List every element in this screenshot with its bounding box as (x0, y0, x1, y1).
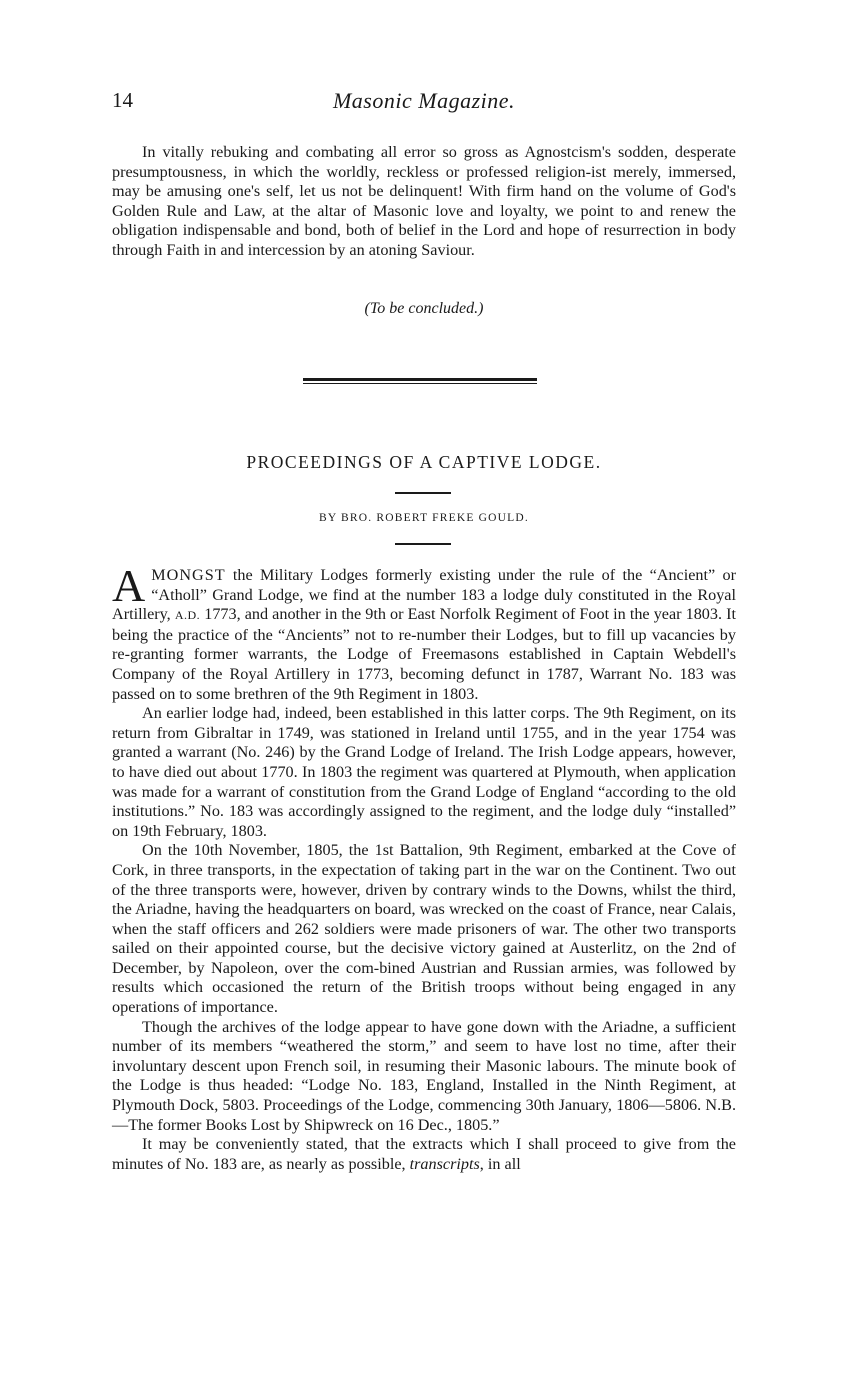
title-rule (395, 492, 451, 494)
byline-rule (395, 543, 451, 545)
paragraph-5-text-b: , in all (479, 1154, 521, 1173)
paragraph-1 (112, 560, 736, 704)
paragraph-4: Though the archives of the lodge appear to have gone down with the Ariadne, a sufficient number of its members “weathered the storm,” and seem to have lost no time, after their involuntary descent upon French soil, in resuming their Masonic labours. The minute book of the Lodge is thus headed: “Lodge No. 183, England, Installed in the Ninth Regiment, at Plymouth Dock, 5803. Proceedings of the Lodge, commencing 30th January, 1806—5806. N.B.—The former Books Lost by Shipwreck on 16 Dec., 1805.” (112, 1017, 736, 1134)
paragraph-5-text-a: It may be conveniently stated, that the extracts which I shall proceed to give from the minutes of No. 183 are, as nearly as possible, (112, 1135, 736, 1173)
article-body (112, 560, 736, 1174)
byline: BY BRO. ROBERT FREKE GOULD. (319, 512, 529, 524)
paragraph-1-text-b: 1773, and another in the 9th or East Norfolk Regiment of Foot in the year 1803. It being the practice of the “Ancients” not to re-number their Lodges, but to fill up vacancies by re-granting former warrants, the Lodge of Freemasons established in Captain Webdell's Company of the Royal Artillery in 1773, becoming defunct in 1787, Warrant No. 183 was passed on to some brethren of the 9th Regiment in 1803. (112, 605, 736, 703)
paragraph-1-text-a: the Military Lodges formerly existing under the rule of the “Ancient” or “Atholl” Grand Lodge, we find at the number 183 a lodge duly constituted in the Royal Artillery, (112, 566, 736, 624)
transcripts-italic: transcripts (409, 1154, 480, 1173)
paragraph-5 (112, 1135, 736, 1174)
page-number: 14 (112, 88, 133, 112)
intro-text (112, 143, 736, 261)
divider-thin-line (303, 383, 537, 384)
continuation-note: (To be concluded.) (364, 300, 484, 317)
anno-domini: A.D. (174, 608, 201, 623)
journal-title: Masonic Magazine. (332, 88, 516, 113)
first-word: MONGST (151, 566, 226, 584)
running-head (112, 88, 736, 118)
article-title: PROCEEDINGS OF A CAPTIVE LODGE. (246, 452, 602, 472)
intro-paragraph: In vitally rebuking and combating all error so gross as Agnostcism's sodden, desperate presumptousness, in which the worldly, reckless or professed religion-ist merely, immersed, may be amusing one's self, let us not be delinquent! With firm hand on the volume of God's Golden Rule and Law, at the altar of Masonic love and loyalty, we point to and renew the obligation indispensable and bond, both of belief in the Lord and hope of resurrection in body through Faith in and intercession by an atoning Saviour. (112, 143, 736, 259)
paragraph-2: An earlier lodge had, indeed, been established in this latter corps. The 9th Regiment, on its return from Gibraltar in 1749, was stationed in Ireland until 1755, and in the year 1754 was granted a warrant (No. 246) by the Grand Lodge of Ireland. The Irish Lodge appears, however, to have died out about 1770. In 1803 the regiment was quartered at Plymouth, when application was made for a warrant of constitution from the Grand Lodge of England “according to the old institutions.” No. 183 was accordingly assigned to the regiment, and the lodge duly “installed” on 19th February, 1803. (112, 704, 736, 840)
paragraph-3: On the 10th November, 1805, the 1st Battalion, 9th Regiment, embarked at the Cove of Cork, in three transports, in the expectation of taking part in the war on the Continent. Two out of the three transports were, however, driven by contrary winds to the Downs, whilst the third, the Ariadne, having the headquarters on board, was wrecked on the coast of France, near Calais, when the staff officers and 262 soldiers were made prisoners of war. The other two transports sailed on their appointed course, but the decisive victory gained at Austerlitz, on the 2nd of December, by Napoleon, over the com-bined Austrian and Russian armies, was followed by results which occasioned the return of the British troops without being engaged in any operations of importance. (112, 841, 736, 1017)
drop-cap: A (112, 560, 146, 611)
divider-thick-line (303, 378, 537, 381)
section-divider (303, 378, 537, 386)
